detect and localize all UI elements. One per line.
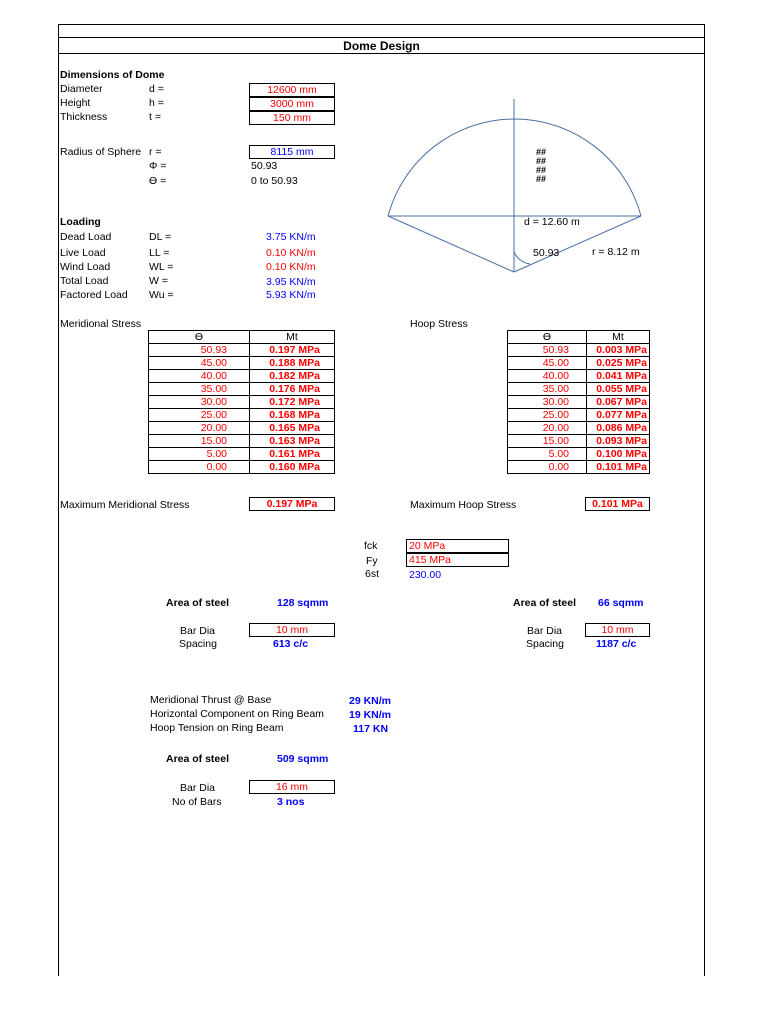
hoop-mt-cell: 0.077 MPa [587, 409, 650, 422]
table-row [508, 357, 650, 370]
dome-hatch-marks: ######## [536, 147, 547, 184]
max-hoop-value[interactable]: 0.101 MPa [585, 497, 650, 511]
meridional-theta-cell: 15.00 [149, 435, 250, 448]
ring-area-label: Area of steel [166, 753, 230, 765]
hoop-theta-cell: 45.00 [508, 357, 587, 370]
merid-area-value: 128 sqmm [277, 597, 329, 609]
meridional-stress-table [148, 330, 335, 474]
horizontal-component-label: Horizontal Component on Ring Beam [150, 708, 324, 720]
hoop-area-value: 66 sqmm [598, 597, 644, 609]
ring-area-value: 509 sqmm [277, 753, 329, 765]
radius-label: Radius of Sphere [60, 146, 142, 158]
factored-load-label: Factored Load [60, 289, 128, 301]
thrust-label: Meridional Thrust @ Base [150, 694, 272, 706]
hoop-theta-cell: 15.00 [508, 435, 587, 448]
radius-dimension-label: r = 8.12 m [592, 246, 640, 258]
diameter-symbol: d = [149, 83, 164, 95]
loading-heading: Loading [60, 216, 101, 228]
hoop-theta-cell: 25.00 [508, 409, 587, 422]
meridional-stress-heading: Meridional Stress [60, 318, 142, 330]
hoop-theta-header: ϴ [508, 331, 587, 344]
no-of-bars-label: No of Bars [172, 796, 222, 808]
hoop-mt-cell: 0.003 MPa [587, 344, 650, 357]
sst-label: 6st [365, 568, 380, 580]
hoop-mt-cell: 0.086 MPa [587, 422, 650, 435]
hoop-mt-cell: 0.055 MPa [587, 383, 650, 396]
factored-load-symbol: Wu = [149, 289, 174, 301]
total-load-symbol: W = [149, 275, 168, 287]
meridional-mt-cell: 0.182 MPa [250, 370, 335, 383]
dome-diagram [380, 90, 660, 290]
table-row [508, 448, 650, 461]
height-label: Height [60, 97, 91, 109]
table-row [149, 357, 335, 370]
max-hoop-label: Maximum Hoop Stress [410, 499, 517, 511]
frame-right-line [704, 24, 705, 976]
table-row [149, 435, 335, 448]
hoop-mt-cell: 0.067 MPa [587, 396, 650, 409]
title-top-line [58, 37, 705, 38]
table-row [149, 383, 335, 396]
table-row [508, 409, 650, 422]
table-row [508, 435, 650, 448]
thickness-symbol: t = [149, 111, 161, 123]
radius-value[interactable]: 8115 mm [249, 145, 335, 159]
ring-bar-value[interactable]: 16 mm [249, 780, 335, 794]
max-meridional-value[interactable]: 0.197 MPa [249, 497, 335, 511]
horizontal-component-value: 19 KN/m [349, 709, 392, 721]
hoop-bar-label: Bar Dia [527, 625, 563, 637]
hoop-theta-cell: 35.00 [508, 383, 587, 396]
angle-dimension-label: 50.93 [533, 247, 560, 259]
hoop-theta-cell: 0.00 [508, 461, 587, 474]
table-row [508, 422, 650, 435]
dead-load-symbol: DL = [149, 231, 172, 243]
table-row [149, 344, 335, 357]
live-load-value: 0.10 KN/m [266, 247, 316, 259]
meridional-theta-cell: 5.00 [149, 448, 250, 461]
hoop-mt-cell: 0.093 MPa [587, 435, 650, 448]
table-row [508, 396, 650, 409]
meridional-mt-header: Mt [250, 331, 335, 344]
hoop-stress-table [507, 330, 650, 474]
meridional-theta-cell: 50.93 [149, 344, 250, 357]
dead-load-label: Dead Load [60, 231, 112, 243]
diameter-dimension-label: d = 12.60 m [524, 216, 580, 228]
merid-area-label: Area of steel [166, 597, 230, 609]
theta-symbol: ϴ = [149, 175, 167, 187]
thickness-value[interactable]: 150 mm [249, 111, 335, 125]
radius-symbol: r = [149, 146, 162, 158]
wind-load-value: 0.10 KN/m [266, 261, 316, 273]
ring-bar-label: Bar Dia [180, 782, 216, 794]
hoop-spacing-label: Spacing [526, 638, 564, 650]
wind-load-symbol: WL = [149, 261, 174, 273]
table-row [149, 409, 335, 422]
live-load-symbol: LL = [149, 247, 170, 259]
fy-label: Fy [366, 555, 378, 567]
theta-value: 0 to 50.93 [251, 175, 298, 187]
meridional-theta-header: ϴ [149, 331, 250, 344]
meridional-mt-cell: 0.165 MPa [250, 422, 335, 435]
merid-bar-value[interactable]: 10 mm [249, 623, 335, 637]
table-row [149, 461, 335, 474]
hoop-theta-cell: 5.00 [508, 448, 587, 461]
sst-value: 230.00 [409, 569, 442, 581]
merid-spacing-label: Spacing [179, 638, 217, 650]
meridional-mt-cell: 0.197 MPa [250, 344, 335, 357]
meridional-mt-cell: 0.172 MPa [250, 396, 335, 409]
meridional-theta-cell: 0.00 [149, 461, 250, 474]
hoop-tension-label: Hoop Tension on Ring Beam [150, 722, 284, 734]
meridional-theta-cell: 40.00 [149, 370, 250, 383]
meridional-mt-cell: 0.168 MPa [250, 409, 335, 422]
meridional-mt-cell: 0.160 MPa [250, 461, 335, 474]
meridional-theta-cell: 25.00 [149, 409, 250, 422]
table-row [508, 370, 650, 383]
total-load-value: 3.95 KN/m [266, 276, 316, 288]
total-load-label: Total Load [60, 275, 109, 287]
meridional-theta-cell: 20.00 [149, 422, 250, 435]
hoop-bar-value[interactable]: 10 mm [585, 623, 650, 637]
table-row [508, 461, 650, 474]
table-row [508, 383, 650, 396]
hoop-mt-cell: 0.101 MPa [587, 461, 650, 474]
title-bottom-line [58, 53, 705, 54]
diameter-label: Diameter [60, 83, 103, 95]
fck-value[interactable]: 20 MPa [406, 539, 509, 553]
height-value[interactable]: 3000 mm [249, 97, 335, 111]
hoop-tension-value: 117 KN [353, 723, 389, 735]
hoop-mt-cell: 0.041 MPa [587, 370, 650, 383]
diameter-value[interactable]: 12600 mm [249, 83, 335, 97]
hoop-mt-header: Mt [587, 331, 650, 344]
max-meridional-label: Maximum Meridional Stress [60, 499, 190, 511]
wind-load-label: Wind Load [60, 261, 111, 273]
phi-value: 50.93 [251, 160, 278, 172]
meridional-theta-cell: 35.00 [149, 383, 250, 396]
hoop-stress-heading: Hoop Stress [410, 318, 468, 330]
no-of-bars-value: 3 nos [277, 796, 305, 808]
angle-arc [514, 252, 530, 264]
merid-spacing-value: 613 c/c [273, 638, 309, 650]
meridional-mt-cell: 0.176 MPa [250, 383, 335, 396]
fck-label: fck [364, 540, 378, 552]
table-row [149, 370, 335, 383]
hoop-theta-cell: 30.00 [508, 396, 587, 409]
meridional-mt-cell: 0.161 MPa [250, 448, 335, 461]
frame-left-line [58, 24, 59, 976]
hoop-mt-cell: 0.100 MPa [587, 448, 650, 461]
table-row [149, 396, 335, 409]
meridional-mt-cell: 0.163 MPa [250, 435, 335, 448]
dead-load-value: 3.75 KN/m [266, 231, 316, 243]
thrust-value: 29 KN/m [349, 695, 392, 707]
fy-value[interactable]: 415 MPa [406, 553, 509, 567]
meridional-mt-cell: 0.188 MPa [250, 357, 335, 370]
live-load-label: Live Load [60, 247, 106, 259]
hoop-theta-cell: 50.93 [508, 344, 587, 357]
meridional-theta-cell: 45.00 [149, 357, 250, 370]
frame-top-line [58, 24, 705, 25]
hoop-area-label: Area of steel [513, 597, 577, 609]
phi-symbol: Φ = [149, 160, 167, 172]
height-symbol: h = [149, 97, 164, 109]
merid-bar-label: Bar Dia [180, 625, 216, 637]
hoop-mt-cell: 0.025 MPa [587, 357, 650, 370]
table-row [149, 448, 335, 461]
hoop-theta-cell: 40.00 [508, 370, 587, 383]
meridional-theta-cell: 30.00 [149, 396, 250, 409]
hoop-theta-cell: 20.00 [508, 422, 587, 435]
table-row [149, 422, 335, 435]
hoop-spacing-value: 1187 c/c [596, 638, 637, 650]
table-row [508, 344, 650, 357]
dimensions-heading: Dimensions of Dome [60, 69, 165, 81]
thickness-label: Thickness [60, 111, 108, 123]
radius-line-left [388, 216, 514, 272]
factored-load-value: 5.93 KN/m [266, 289, 316, 301]
page-title: Dome Design [343, 39, 420, 53]
